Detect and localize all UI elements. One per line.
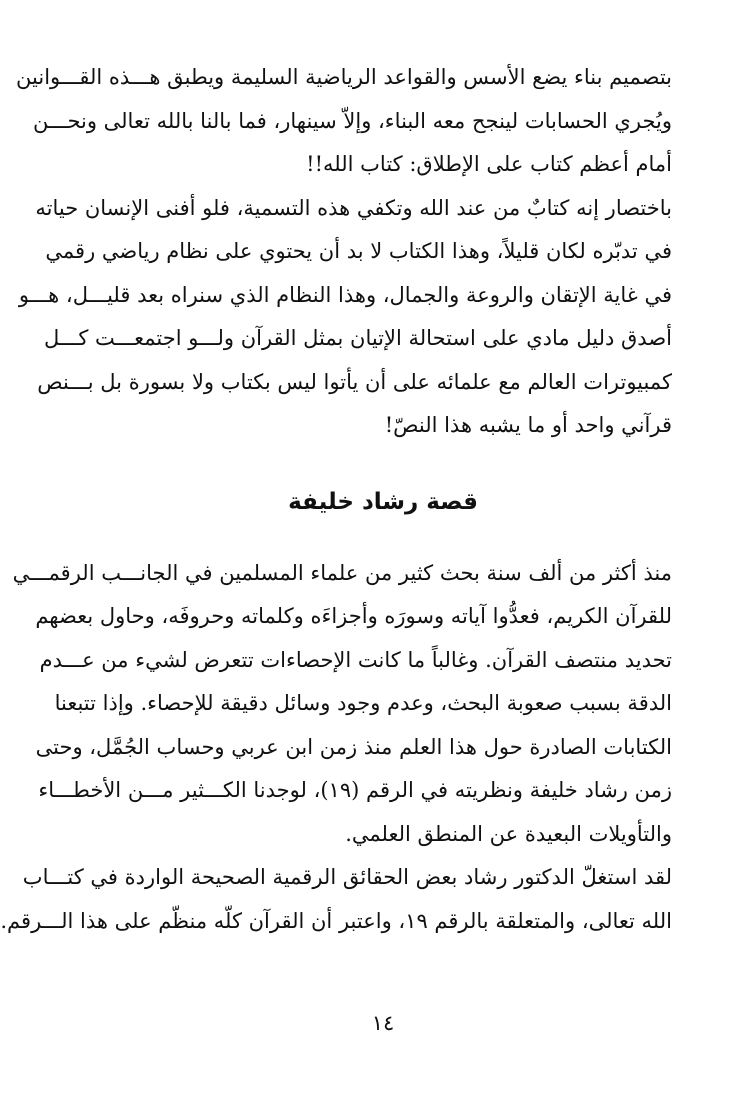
text-line: في تدبّره لكان قليلاً، وهذا الكتاب لا بد أن يحتوي على نظام رياضي رقمي (45, 239, 672, 263)
text-line: للقرآن الكريم، فعدُّوا آياته وسورَه وأجزاءَه وكلماته وحروفَه، وحاول بعضهم (35, 604, 672, 628)
text-line: الله تعالى، والمتعلقة بالرقم ١٩، واعتبر أن القرآن كلّه منظّم على هذا الـــرقم. (0, 908, 672, 933)
text-line: كمبيوترات العالم مع علمائه على أن يأتوا ليس بكتاب ولا بسورة بل بـــنص (37, 369, 672, 394)
text-line: لقد استغلّ الدكتور رشاد بعض الحقائق الرقمية الصحيحة الواردة في كتـــاب (22, 865, 672, 889)
paragraph-rashad (0, 856, 672, 943)
text-line: ويُجري الحسابات لينجح معه البناء، وإلاّ سينهار، فما بالنا بالله تعالى ونحـــن (33, 108, 672, 133)
text-line: زمن رشاد خليفة ونظريته في الرقم (١٩)، لوجدنا الكـــثير مـــن الأخطـــاء (38, 778, 672, 802)
text-line: في غاية الإتقان والروعة والجمال، وهذا النظام الذي سنراه بعد قليـــل، هـــو (18, 282, 672, 307)
page-number: ١٤ (371, 1011, 395, 1035)
text-line: أمام أعظم كتاب على الإطلاق: كتاب الله!! (306, 152, 672, 176)
text-line: قرآني واحد أو ما يشبه هذا النصّ! (384, 413, 672, 437)
text-line: الدقة بسبب صعوبة البحث، وعدم وجود وسائل دقيقة للإحصاء. وإذا تتبعنا (54, 691, 672, 715)
section-heading: قصة رشاد خليفة (288, 488, 478, 515)
text-line: بتصميم بناء يضع الأسس والقواعد الرياضية السليمة ويطبق هـــذه القـــوانين (16, 65, 672, 89)
paragraph-history (12, 552, 672, 857)
text-line: منذ أكثر من ألف سنة بحث كثير من علماء المسلمين في الجانـــب الرقمـــي (12, 560, 672, 585)
text-line: باختصار إنه كتابٌ من عند الله وتكفي هذه التسمية، فلو أفنى الإنسان حياته (35, 195, 672, 220)
text-line: والتأويلات البعيدة عن المنطق العلمي. (345, 821, 672, 846)
text-line: أصدق دليل مادي على استحالة الإتيان بمثل القرآن ولـــو اجتمعـــت كـــل (44, 326, 672, 350)
text-line: الكتابات الصادرة حول هذا العلم منذ زمن ابن عربي وحساب الجُمَّل، وحتى (35, 734, 672, 759)
paragraph-summary (18, 187, 672, 448)
paragraph-intro (16, 56, 672, 187)
text-line: تحديد منتصف القرآن. وغالباً ما كانت الإحصاءات تتعرض لشيء من عـــدم (39, 647, 672, 672)
